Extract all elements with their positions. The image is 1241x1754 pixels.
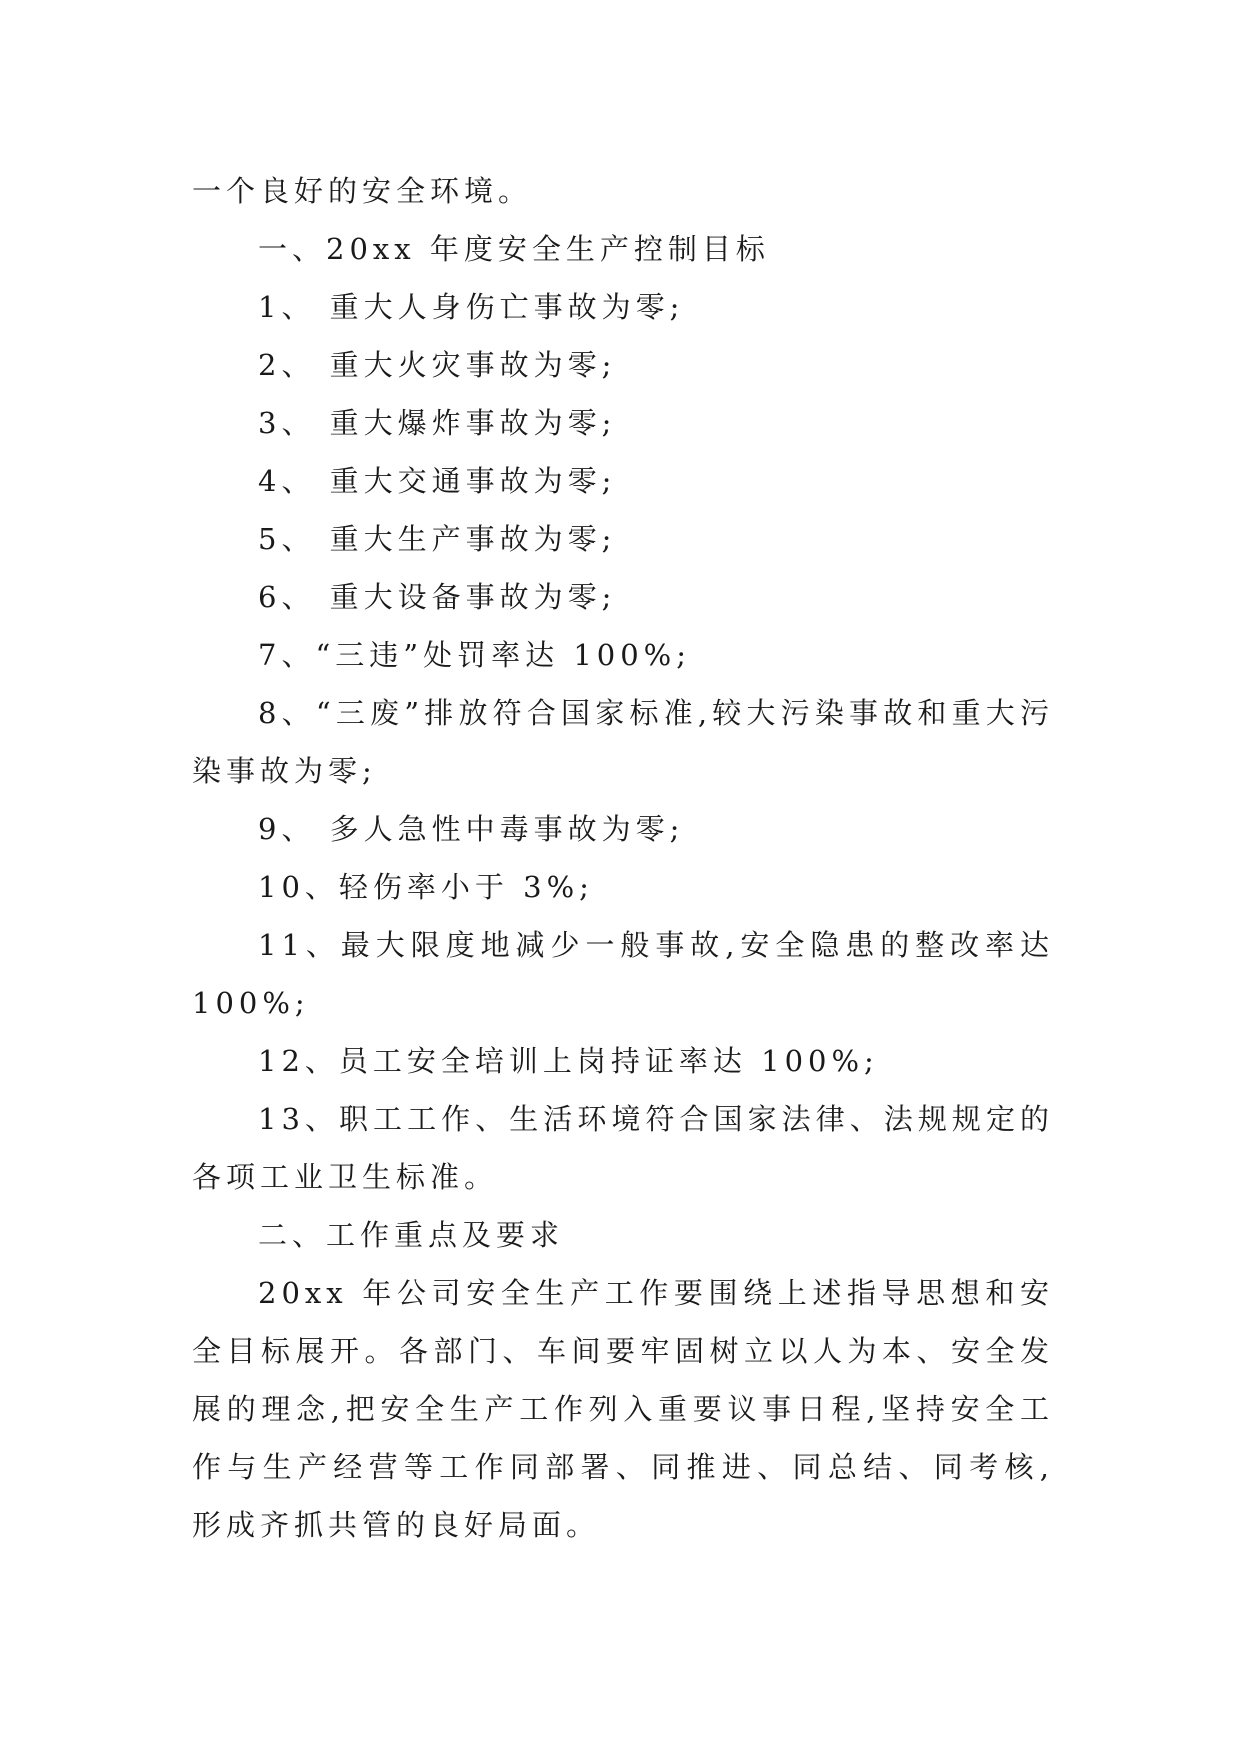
target-item-3: 3、 重大爆炸事故为零; <box>258 406 617 440</box>
target-item-4: 4、 重大交通事故为零; <box>258 464 617 498</box>
target-item-9: 9、 多人急性中毒事故为零; <box>258 812 685 846</box>
section-heading-work-priorities: 二、工作重点及要求 <box>258 1218 565 1252</box>
document-body <box>192 162 1054 1554</box>
target-item-10: 10、轻伤率小于 3%; <box>258 870 594 904</box>
target-item-12: 12、员工安全培训上岗持证率达 100%; <box>258 1044 879 1078</box>
target-item-7: 7、“三违”处罚率达 100%; <box>258 638 691 672</box>
target-item-2: 2、 重大火灾事故为零; <box>258 348 617 382</box>
target-item-11: 11、最大限度地减少一般事故,安全隐患的整改率达 100%; <box>192 928 1054 1020</box>
target-item-13: 13、职工工作、生活环境符合国家法律、法规规定的各项工业卫生标准。 <box>192 1102 1054 1194</box>
target-item-6: 6、 重大设备事故为零; <box>258 580 617 614</box>
paragraph-work-priorities-body: 20xx 年公司安全生产工作要围绕上述指导思想和安全目标展开。各部门、车间要牢固树立以人为本、安全发展的理念,把安全生产工作列入重要议事日程,坚持安全工作与生产经营等工作同部署、同推进、同总结、同考核,形成齐抓共管的良好局面。 <box>192 1276 1054 1542</box>
target-item-5: 5、 重大生产事故为零; <box>258 522 617 556</box>
target-item-8: 8、“三废”排放符合国家标准,较大污染事故和重大污染事故为零; <box>192 696 1054 788</box>
section-heading-control-targets: 一、20xx 年度安全生产控制目标 <box>258 232 770 266</box>
paragraph-intro-continuation: 一个良好的安全环境。 <box>192 174 533 208</box>
target-item-1: 1、 重大人身伤亡事故为零; <box>258 290 685 324</box>
